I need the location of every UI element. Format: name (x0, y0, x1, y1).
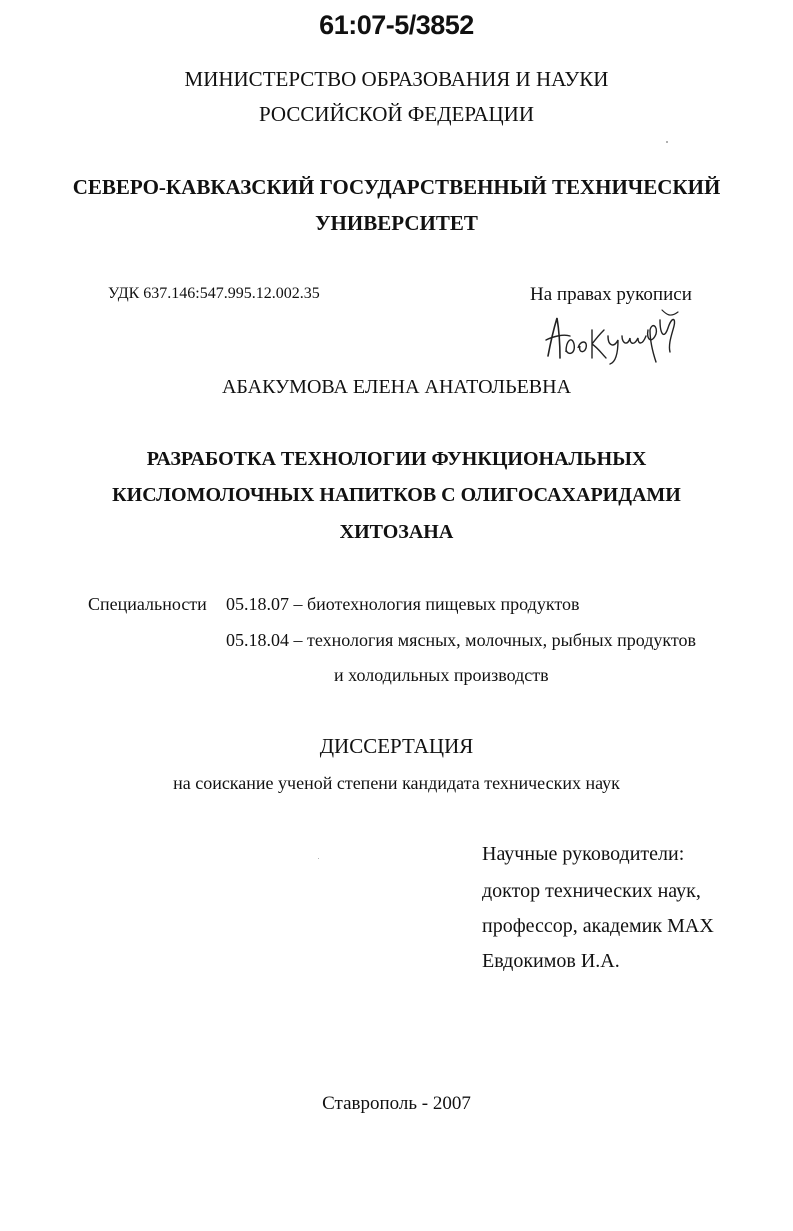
ministry-line-1: МИНИСТЕРСТВО ОБРАЗОВАНИЯ И НАУКИ (184, 67, 609, 91)
supervisor-title: профессор, академик МАХ (482, 915, 714, 937)
ministry-line-2: РОССИЙСКОЙ ФЕДЕРАЦИИ (259, 102, 534, 126)
supervisors-heading: Научные руководители: (482, 843, 685, 865)
specialty-2: 05.18.04 – технология мясных, молочных, рыбных продуктов (226, 630, 697, 650)
thesis-title-line-2: КИСЛОМОЛОЧНЫХ НАПИТКОВ С ОЛИГОСАХАРИДАМИ (112, 484, 681, 506)
university-line-2: УНИВЕРСИТЕТ (315, 211, 478, 235)
supervisor-degree: доктор технических наук, (482, 880, 701, 902)
author-name: АБАКУМОВА ЕЛЕНА АНАТОЛЬЕВНА (221, 376, 572, 398)
scan-speck (666, 141, 668, 143)
city-year: Ставрополь - 2007 (322, 1093, 471, 1114)
degree-line: на соискание ученой степени кандидата технических наук (173, 773, 620, 793)
thesis-title-line-1: РАЗРАБОТКА ТЕХНОЛОГИИ ФУНКЦИОНАЛЬНЫХ (146, 448, 647, 470)
thesis-title-line-3: ХИТОЗАНА (339, 521, 454, 543)
specialty-2-continuation: и холодильных производств (334, 665, 549, 685)
work-type: ДИССЕРТАЦИЯ (319, 734, 474, 758)
udk-code: УДК 637.146:547.995.12.002.35 (108, 285, 320, 302)
archive-code: 61:07-5/3852 (319, 10, 474, 40)
supervisor-name: Евдокимов И.А. (482, 950, 620, 972)
manuscript-rights: На правах рукописи (530, 284, 692, 305)
specialty-1: 05.18.07 – биотехнология пищевых продуктов (226, 594, 580, 614)
scan-speck (318, 858, 319, 859)
specialties-label: Специальности (88, 594, 207, 614)
author-signature (542, 300, 682, 368)
university-line-1: СЕВЕРО-КАВКАЗСКИЙ ГОСУДАРСТВЕННЫЙ ТЕХНИЧЕСКИЙ (72, 175, 721, 199)
